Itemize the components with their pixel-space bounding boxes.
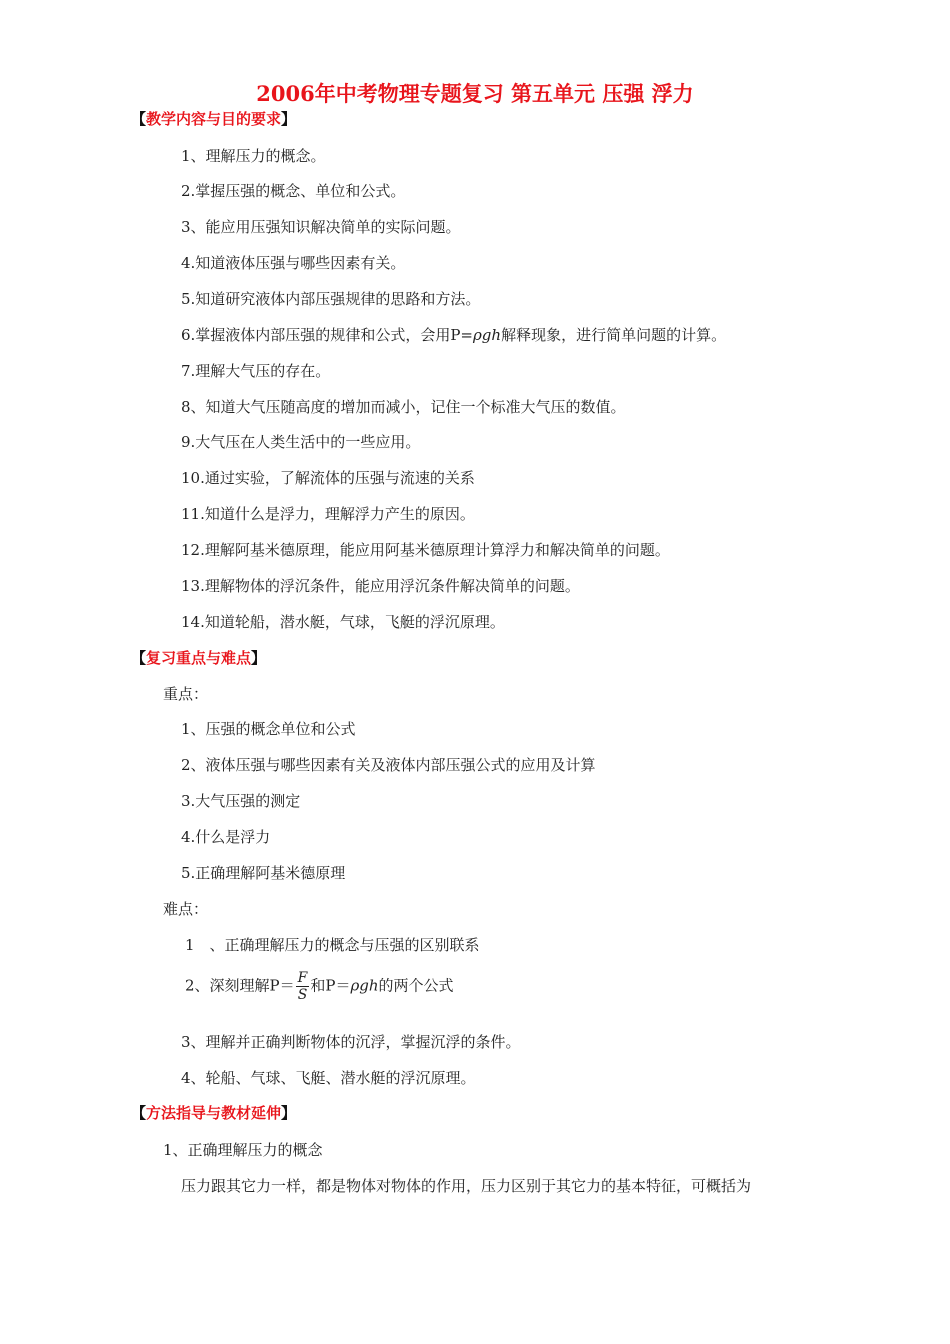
objective-item: 2.掌握压强的概念、单位和公式。 bbox=[181, 182, 406, 200]
objective-item: 5.知道研究液体内部压强规律的思路和方法。 bbox=[181, 290, 481, 308]
formula-rho-g-h: ρgh bbox=[350, 976, 379, 995]
left-bracket: 【 bbox=[131, 1104, 147, 1122]
key-point-item: 2、液体压强与哪些因素有关及液体内部压强公式的应用及计算 bbox=[181, 756, 596, 774]
fraction-numerator: F bbox=[297, 970, 308, 986]
objective-text: 6.掌握液体内部压强的规律和公式，会用P= bbox=[181, 326, 473, 344]
right-bracket: 】 bbox=[281, 110, 297, 128]
hard-point-item: 3、理解并正确判断物体的沉浮，掌握沉浮的条件。 bbox=[181, 1033, 521, 1051]
key-point-item: 4.什么是浮力 bbox=[181, 828, 271, 846]
hard-point-text-mid: 和P＝ bbox=[310, 976, 351, 995]
fraction-f-over-s bbox=[296, 970, 310, 1003]
hard-point-text: 2、深刻理解P＝ bbox=[185, 976, 295, 995]
formula-rho-g-h: ρgh bbox=[472, 326, 502, 344]
hard-points-label: 难点： bbox=[163, 900, 209, 918]
method-paragraph: 压力跟其它力一样，都是物体对物体的作用，压力区别于其它力的基本特征，可概括为 bbox=[181, 1177, 752, 1195]
method-item: 1、正确理解压力的概念 bbox=[163, 1141, 323, 1159]
section-heading-method bbox=[131, 1102, 296, 1123]
hard-point-item: 1 、正确理解压力的概念与压强的区别联系 bbox=[185, 936, 480, 954]
objective-item: 4.知道液体压强与哪些因素有关。 bbox=[181, 254, 406, 272]
hard-point-item: 4、轮船、气球、飞艇、潜水艇的浮沉原理。 bbox=[181, 1069, 476, 1087]
fraction-denominator: S bbox=[297, 987, 308, 1003]
objective-item: 9.大气压在人类生活中的一些应用。 bbox=[181, 433, 421, 451]
left-bracket: 【 bbox=[131, 649, 147, 667]
objective-item: 10.通过实验，了解流体的压强与流速的关系 bbox=[181, 469, 475, 487]
objective-item: 12.理解阿基米德原理，能应用阿基米德原理计算浮力和解决简单的问题。 bbox=[181, 541, 670, 559]
key-point-item: 3.大气压强的测定 bbox=[181, 792, 301, 810]
objective-item-formula bbox=[181, 324, 726, 345]
objective-item: 3、能应用压强知识解决简单的实际问题。 bbox=[181, 218, 461, 236]
key-point-item: 5.正确理解阿基米德原理 bbox=[181, 864, 346, 882]
key-point-item: 1、压强的概念单位和公式 bbox=[181, 720, 356, 738]
objective-item: 11.知道什么是浮力，理解浮力产生的原因。 bbox=[181, 505, 475, 523]
objective-item: 13.理解物体的浮沉条件，能应用浮沉条件解决简单的问题。 bbox=[181, 577, 580, 595]
left-bracket: 【 bbox=[131, 110, 147, 128]
objective-item: 1、理解压力的概念。 bbox=[181, 147, 326, 165]
document-title: 2006年中考物理专题复习 第五单元 压强 浮力 bbox=[256, 81, 694, 106]
section-heading-key-points bbox=[131, 647, 266, 668]
objective-text-tail: 解释现象，进行简单问题的计算。 bbox=[501, 326, 727, 344]
section-label: 方法指导与教材延伸 bbox=[146, 1104, 282, 1122]
right-bracket: 】 bbox=[281, 1104, 297, 1122]
right-bracket: 】 bbox=[251, 649, 267, 667]
hard-point-text-tail: 的两个公式 bbox=[378, 976, 454, 995]
objective-item: 8、知道大气压随高度的增加而减小，记住一个标准大气压的数值。 bbox=[181, 398, 626, 416]
section-label: 复习重点与难点 bbox=[146, 649, 252, 667]
hard-point-item-formula bbox=[185, 970, 454, 1003]
objective-item: 7.理解大气压的存在。 bbox=[181, 362, 331, 380]
objective-item: 14.知道轮船，潜水艇，气球，飞艇的浮沉原理。 bbox=[181, 613, 505, 631]
key-points-label: 重点： bbox=[163, 685, 209, 703]
section-label: 教学内容与目的要求 bbox=[146, 110, 282, 128]
section-heading-objectives bbox=[131, 108, 296, 129]
